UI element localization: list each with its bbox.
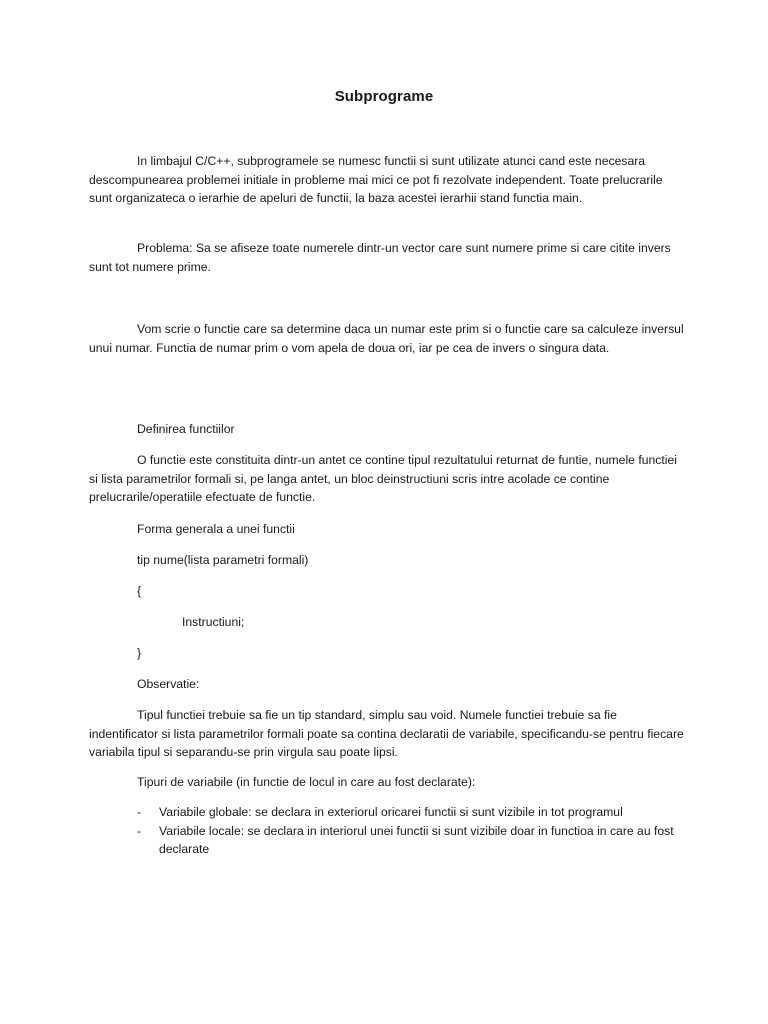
page-title: Subprograme	[334, 88, 434, 105]
paragraph-definition: O functie este constituita dintr-un antet ce contine tipul rezultatului returnat de funtie, numele functiei si lista parametrilor formali si, pe langa antet, un bloc deinstructiuni scris intre acolade ce contine prelucrarile/operatiile efectuate de functie.	[89, 453, 677, 504]
code-signature: tip nume(lista parametri formali)	[137, 553, 309, 567]
code-body: Instructiuni;	[182, 615, 245, 629]
code-open-brace: {	[137, 584, 142, 598]
heading-variable-types: Tipuri de variabile (in functie de locul in care au fost declarate):	[137, 775, 476, 789]
heading-observation: Observatie:	[137, 677, 200, 691]
paragraph-approach: Vom scrie o functie care sa determine daca un numar este prim si o functie care sa calculeze inversul unui numar. Functia de numar prim o vom apela de doua ori, iar pe cea de invers o singura data.	[89, 322, 684, 355]
heading-general-form: Forma generala a unei functii	[137, 522, 295, 536]
paragraph-observation: Tipul functiei trebuie sa fie un tip standard, simplu sau void. Numele functiei trebuie sa fie indentificator si lista parametrilor formali poate sa contina declaratii de variabile, specificandu-se pentru fiecare variabila tipul si separandu-se prin virgula sau poate lipsi.	[89, 708, 684, 759]
bullet-dash: -	[137, 823, 142, 838]
list-item	[89, 803, 684, 822]
paragraph-problem: Problema: Sa se afiseze toate numerele dintr-un vector care sunt numere prime si care citite invers sunt tot numere prime.	[89, 241, 671, 274]
list-item	[89, 822, 684, 859]
variable-types-list	[89, 803, 684, 859]
heading-definition: Definirea functiilor	[137, 422, 235, 436]
paragraph-intro: In limbajul C/C++, subprogramele se numesc functii si sunt utilizate atunci cand este necesara descompunearea problemei initiale in probleme mai mici ce pot fi rezolvate independent. Toate prelucrarile sunt organizateca o ierarhie de apeluri de functii, la baza acestei ierarhii stand functia main.	[89, 154, 663, 205]
code-close-brace: }	[137, 646, 142, 660]
bullet-dash: -	[137, 805, 142, 819]
list-item-text: Variabile locale: se declara in interiorul unei functii si sunt vizibile doar in functioa in care au fost declarate	[159, 823, 674, 856]
list-item-text: Variabile globale: se declara in exteriorul oricarei functii si sunt vizibile in tot programul	[159, 805, 623, 819]
